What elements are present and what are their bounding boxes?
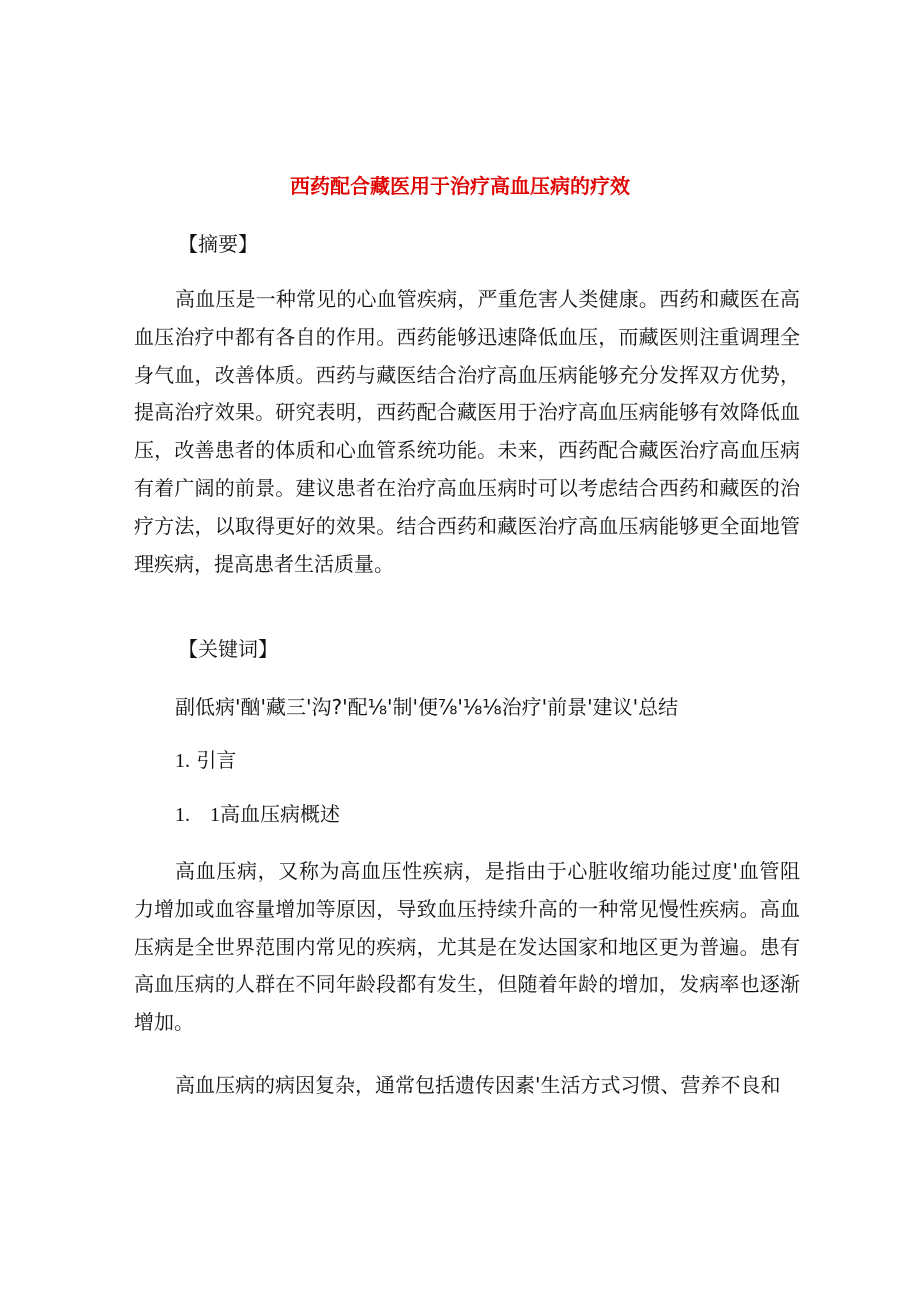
abstract-paragraph: 高血压是一种常见的心血管疾病，严重危害人类健康。西药和藏医在高血压治疗中都有各自的作用。西药能够迅速降低血压，而藏医则注重调理全身气血，改善体质。西药与藏医结合治疗高血压病能够充分发挥双方优势，提高治疗效果。研究表明，西药配合藏医用于治疗高血压病能够有效降低血压，改善患者的体质和心血管系统功能。未来，西药配合藏医治疗高血压病有着广阔的前景。建议患者在治疗高血压病时可以考虑结合西药和藏医的治疗方法，以取得更好的效果。结合西药和藏医治疗高血压病能够更全面地管理疾病，提高患者生活质量。 — [134, 287, 800, 576]
section-1-heading — [175, 745, 236, 776]
section-1-1-heading — [175, 799, 340, 830]
section-1-1-title: 高血压病概述 — [220, 802, 340, 826]
body-paragraph-2: 高血压病的病因复杂，通常包括遗传因素'生活方式习惯、营养不良和 — [175, 1073, 781, 1097]
body-paragraph-1: 高血压病，又称为高血压性疾病，是指由于心脏收缩功能过度'血管阻力增加或血容量增加等原因，导致血压持续升高的一种常见慢性疾病。高血压病是全世界范围内常见的疾病，尤其是在发达国家和地区更为普遍。患有高血压病的人群在不同年龄段都有发生，但随着年龄的增加，发病率也逐渐增加。 — [134, 859, 800, 1035]
section-1-number: 1. — [175, 750, 190, 772]
document-title: 西药配合藏医用于治疗高血压病的疗效 — [290, 174, 630, 198]
keywords-text: 副低病'酗'藏三'沟?'配⅛'制'便⅞'⅛⅛治疗'前景'建议'总结 — [175, 695, 679, 719]
keywords-heading: 【关键词】 — [178, 637, 278, 661]
section-1-title: 引言 — [196, 748, 237, 772]
section-1-1-number: 1. 1 — [175, 804, 220, 826]
abstract-heading: 【摘要】 — [178, 232, 258, 256]
